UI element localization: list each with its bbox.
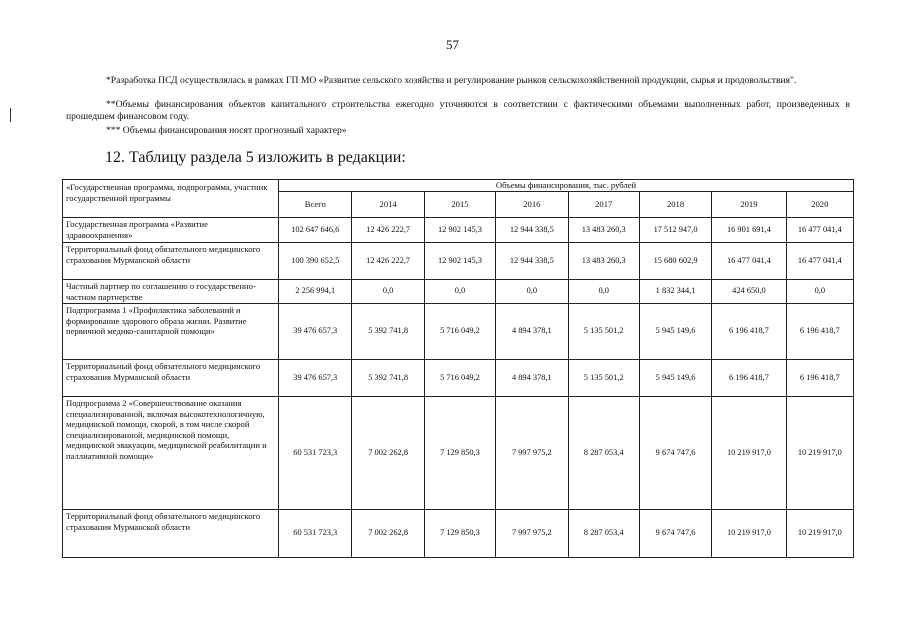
column-header: Всего <box>279 192 352 218</box>
row-value: 0,0 <box>568 280 639 304</box>
row-name: Подпрограмма 2 «Совершенствование оказания специализированной, включая высокотехнологичную, медицинской помощи, скорой, в том числе скорой специализированной, медицинской помощи, медицинской эвакуации, медицинской реабилитации и паллиативной помощи» <box>63 397 279 510</box>
row-value: 0,0 <box>352 280 424 304</box>
table-row <box>63 397 854 510</box>
row-value: 5 135 501,2 <box>568 304 639 360</box>
column-header: 2014 <box>352 192 424 218</box>
footnote-2 <box>66 99 850 123</box>
table-row <box>63 304 854 360</box>
section-heading: 12. Таблицу раздела 5 изложить в редакции: <box>105 149 406 166</box>
footnote-2-text: **Объемы финансирования объектов капитального строительства ежегодно уточняются в соответствии с фактическими объемами выполненных работ, произведенных в прошедшем финансовом году. <box>66 99 850 122</box>
table-row <box>63 280 854 304</box>
row-value: 12 944 338,5 <box>496 218 568 243</box>
header-program: «Государственная программа, подпрограмма, участник государственной программы <box>63 180 279 218</box>
column-header: 2017 <box>568 192 639 218</box>
row-value: 5 945 149,6 <box>639 360 711 397</box>
row-value: 4 894 378,1 <box>496 360 568 397</box>
row-value: 8 287 053,4 <box>568 397 639 510</box>
financing-table <box>62 179 854 558</box>
column-header: 2016 <box>496 192 568 218</box>
row-value: 2 256 994,1 <box>279 280 352 304</box>
table-row <box>63 218 854 243</box>
row-value: 5 392 741,8 <box>352 304 424 360</box>
row-value: 5 135 501,2 <box>568 360 639 397</box>
row-value: 424 650,0 <box>712 280 786 304</box>
column-header: 2015 <box>424 192 495 218</box>
row-name: Частный партнер по соглашению о государственно-частном партнерстве <box>63 280 279 304</box>
row-value: 60 531 723,3 <box>279 510 352 558</box>
row-value: 12 902 145,3 <box>424 218 495 243</box>
row-value: 6 196 418,7 <box>786 304 853 360</box>
row-value: 1 832 344,1 <box>639 280 711 304</box>
row-value: 12 902 145,3 <box>424 243 495 280</box>
table-body <box>63 218 854 558</box>
row-value: 39 476 657,3 <box>279 304 352 360</box>
table-row <box>63 243 854 280</box>
footnote-1 <box>66 75 850 87</box>
row-value: 16 477 041,4 <box>786 218 853 243</box>
row-value: 9 674 747,6 <box>639 510 711 558</box>
row-value: 12 426 222,7 <box>352 218 424 243</box>
row-value: 7 002 262,8 <box>352 510 424 558</box>
footnote-3: *** Объемы финансирования носят прогнозный характер» <box>106 125 347 136</box>
row-value: 13 483 260,3 <box>568 243 639 280</box>
row-name: Территориальный фонд обязательного медицинского страхования Мурманской области <box>63 243 279 280</box>
row-value: 102 647 646,6 <box>279 218 352 243</box>
row-value: 10 219 917,0 <box>786 510 853 558</box>
row-name: Государственная программа «Развитие здравоохранения» <box>63 218 279 243</box>
row-value: 6 196 418,7 <box>712 360 786 397</box>
row-value: 12 426 222,7 <box>352 243 424 280</box>
table-row <box>63 510 854 558</box>
column-header: 2018 <box>639 192 711 218</box>
row-value: 0,0 <box>424 280 495 304</box>
row-value: 16 477 041,4 <box>712 243 786 280</box>
row-value: 7 997 975,2 <box>496 510 568 558</box>
row-value: 6 196 418,7 <box>786 360 853 397</box>
row-value: 0,0 <box>496 280 568 304</box>
row-value: 0,0 <box>786 280 853 304</box>
row-value: 17 512 947,0 <box>639 218 711 243</box>
row-value: 9 674 747,6 <box>639 397 711 510</box>
row-value: 5 392 741,8 <box>352 360 424 397</box>
row-value: 4 894 378,1 <box>496 304 568 360</box>
row-value: 100 390 652,5 <box>279 243 352 280</box>
row-value: 13 483 260,3 <box>568 218 639 243</box>
row-value: 10 219 917,0 <box>712 510 786 558</box>
header-volumes: Объемы финансирования, тыс. рублей <box>279 180 854 192</box>
row-value: 8 287 053,4 <box>568 510 639 558</box>
row-value: 16 901 691,4 <box>712 218 786 243</box>
row-value: 7 002 262,8 <box>352 397 424 510</box>
table-row <box>63 360 854 397</box>
row-value: 5 945 149,6 <box>639 304 711 360</box>
row-value: 39 476 657,3 <box>279 360 352 397</box>
row-value: 5 716 049,2 <box>424 304 495 360</box>
margin-mark <box>10 108 11 122</box>
column-header: 2019 <box>712 192 786 218</box>
row-value: 7 129 850,3 <box>424 397 495 510</box>
row-name: Территориальный фонд обязательного медицинского страхования Мурманской области <box>63 360 279 397</box>
row-value: 6 196 418,7 <box>712 304 786 360</box>
footnote-1-text: *Разработка ПСД осуществлялась в рамках ГП МО «Развитие сельского хозяйства и регулирование рынков сельскохозяйственной продукции, сырья и продовольствия". <box>106 75 797 86</box>
row-value: 15 680 602,9 <box>639 243 711 280</box>
page-number: 57 <box>446 37 459 52</box>
row-value: 12 944 338,5 <box>496 243 568 280</box>
column-header: 2020 <box>786 192 853 218</box>
row-value: 60 531 723,3 <box>279 397 352 510</box>
row-value: 10 219 917,0 <box>786 397 853 510</box>
row-name: Территориальный фонд обязательного медицинского страхования Мурманской области <box>63 510 279 558</box>
row-name: Подпрограмма 1 «Профилактика заболеваний и формирование здорового образа жизни. Развитие первичной медико-санитарной помощи» <box>63 304 279 360</box>
row-value: 7 129 850,3 <box>424 510 495 558</box>
row-value: 10 219 917,0 <box>712 397 786 510</box>
row-value: 16 477 041,4 <box>786 243 853 280</box>
row-value: 7 997 975,2 <box>496 397 568 510</box>
row-value: 5 716 049,2 <box>424 360 495 397</box>
